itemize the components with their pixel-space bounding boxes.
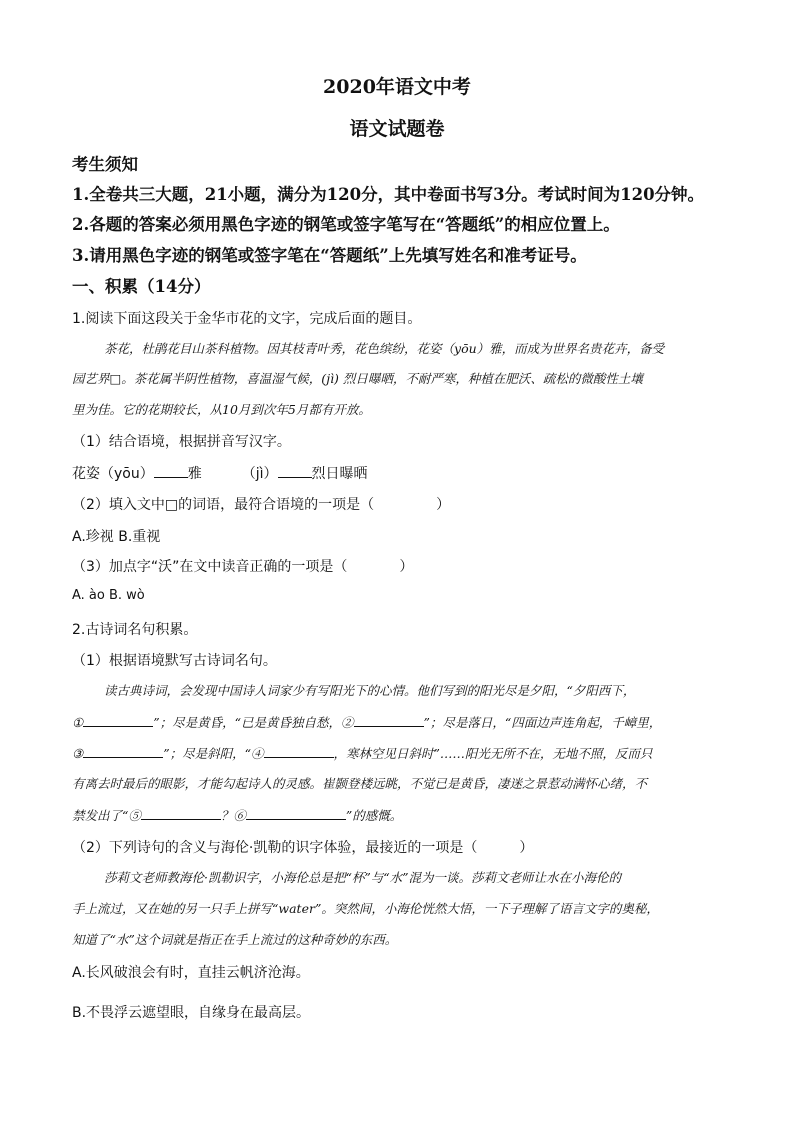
pinyin-prompt-a: 花姿（yōu） xyxy=(72,466,154,482)
poem-passage-line xyxy=(72,712,661,731)
answer-blank-2[interactable] xyxy=(354,712,424,727)
question-1-sub-1: （1）结合语境，根据拼音写汉字。 xyxy=(72,434,291,450)
paren-close: ） xyxy=(399,559,414,575)
poem-text: ”；尽是黄昏，“已是黄昏独自愁，② xyxy=(153,715,354,730)
paren-close: ） xyxy=(436,497,451,513)
story-passage-line: 莎莉文老师教海伦·凯勒识字，小海伦总是把“杯”与“水”混为一谈。莎莉文老师让水在小海伦的 xyxy=(104,870,622,885)
blank-number-1: ① xyxy=(72,715,84,730)
pinyin-prompt-b: （jì） xyxy=(241,466,278,482)
answer-blank-1[interactable] xyxy=(83,712,153,727)
question-1-sub-3-options: A. ào B. wò xyxy=(72,588,145,603)
poem-passage-line: 有离去时最后的眼影，才能勾起诗人的灵感。崔颢登楼远眺，不觉已是黄昏，凄迷之景惹动满怀心绪，不 xyxy=(72,776,648,791)
question-2-sub-2-text: （2）下列诗句的含义与海伦·凯勒的识字体验，最接近的一项是（ xyxy=(72,840,478,856)
answer-blank-3[interactable] xyxy=(83,743,163,758)
option-a xyxy=(72,962,310,982)
answer-blank-4[interactable] xyxy=(264,743,334,758)
poem-text: ，寒林空见日斜时”……阳光无所不在，无地不照，反而只 xyxy=(333,746,653,761)
poem-passage-line xyxy=(72,805,402,824)
question-2-sub-2 xyxy=(72,837,533,857)
paren-close: ） xyxy=(519,840,534,856)
pinyin-prompt-b-suffix: 烈日曝晒 xyxy=(311,466,368,482)
option-a-text: A.长风破浪会有时，直挂云帆济沧海 xyxy=(72,965,296,981)
answer-blank-b[interactable] xyxy=(278,463,312,478)
question-1-sub-2-text: （2）填入文中□的词语，最符合语境的一项是（ xyxy=(72,497,375,513)
notice-item-2: 2.各题的答案必须用黑色字迹的钢笔或签字笔写在“答题纸”的相应位置上。 xyxy=(72,215,620,234)
poem-text: ”的感慨。 xyxy=(345,808,403,823)
poem-passage-line: 读古典诗词，会发现中国诗人词家少有写阳光下的心情。他们写到的阳光尽是夕阳，“夕阳西下， xyxy=(104,683,636,698)
passage-line: 园艺界□。茶花属半阴性植物，喜温湿气候，(jì) 烈日曝晒，不耐严寒，种植在肥沃、疏松的微酸性土壤 xyxy=(72,371,643,386)
story-passage-line: 知道了“水”这个词就是指正在手上流过的这种奇妙的东西。 xyxy=(72,932,398,947)
pinyin-fill-row xyxy=(72,463,368,483)
poem-text: ”；尽是斜阳，“④ xyxy=(163,746,264,761)
passage-line: 里为佳。它的花期较长，从10月到次年5月都有开放。 xyxy=(72,402,371,417)
question-1-sub-2 xyxy=(72,494,450,514)
poem-text: ”；尽是落日，“四面边声连角起，千嶂里， xyxy=(423,715,662,730)
question-2-sub-1: （1）根据语境默写古诗词名句。 xyxy=(72,653,277,669)
option-b: B.不畏浮云遮望眼，自缘身在最高层。 xyxy=(72,1005,311,1021)
question-1-sub-3-text: （3）加点字“沃”在文中读音正确的一项是（ xyxy=(72,559,348,575)
section-heading: 一、积累（14分） xyxy=(72,277,211,296)
poem-text: 禁发出了“⑤ xyxy=(72,808,141,823)
story-passage-line: 手上流过，又在她的另一只手上拼写“water”。突然间，小海伦恍然大悟，一下子理解了语言文字的奥秘， xyxy=(72,901,659,916)
question-2-stem: 2.古诗词名句积累。 xyxy=(72,622,198,638)
question-1-stem: 1.阅读下面这段关于金华市花的文字，完成后面的题目。 xyxy=(72,311,422,327)
answer-blank-6[interactable] xyxy=(246,805,346,820)
question-1-sub-2-options: A.珍视 B.重视 xyxy=(72,529,161,545)
notice-heading: 考生须知 xyxy=(72,155,138,174)
passage-line: 茶花，杜鹃花目山茶科植物。因其枝青叶秀，花色缤纷，花姿（yōu）雅，而成为世界名贵花卉，备受 xyxy=(104,341,665,356)
notice-item-3: 3.请用黑色字迹的钢笔或签字笔在“答题纸”上先填写姓名和准考证号。 xyxy=(72,246,587,265)
question-1-sub-3 xyxy=(72,556,413,576)
answer-blank-5[interactable] xyxy=(141,805,221,820)
poem-text: ？⑥ xyxy=(220,808,246,823)
blank-number-3: ③ xyxy=(72,746,84,761)
option-a-end: 。 xyxy=(295,965,310,981)
poem-passage-line xyxy=(72,743,652,762)
page-subtitle: 语文试题卷 xyxy=(349,118,445,140)
notice-item-1: 1.全卷共三大题，21小题，满分为120分，其中卷面书写3分。考试时间为120分钟。 xyxy=(72,185,705,204)
page-title: 2020年语文中考 xyxy=(323,76,471,98)
pinyin-prompt-a-suffix: 雅 xyxy=(187,466,202,482)
answer-blank-a[interactable] xyxy=(154,463,188,478)
